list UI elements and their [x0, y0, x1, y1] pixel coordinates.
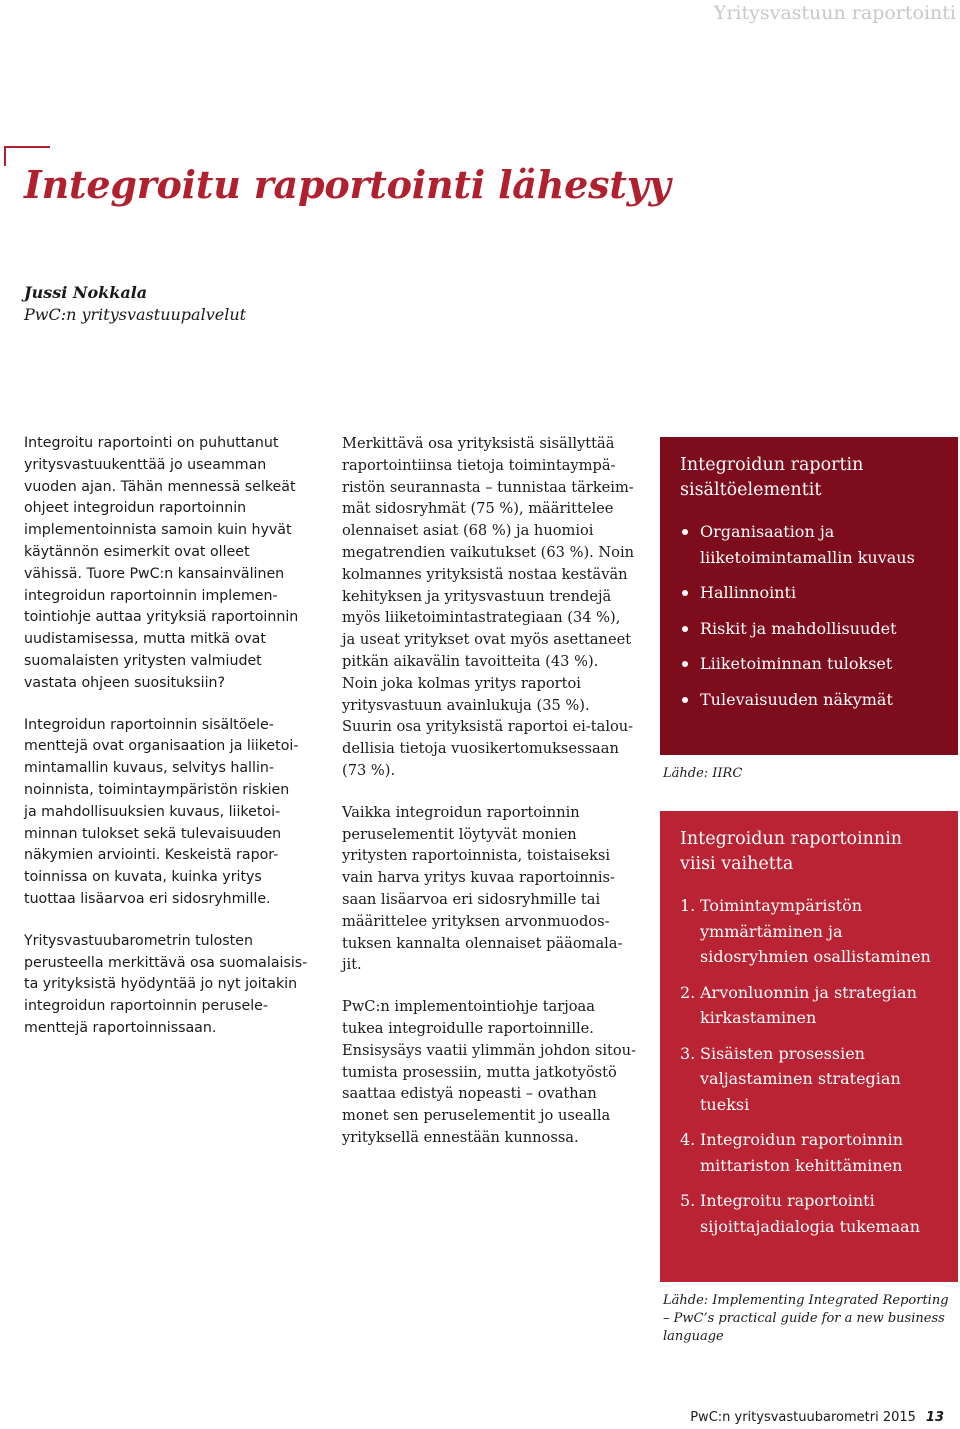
bullet-icon	[682, 697, 688, 703]
paragraph: Integroidun raportoinnin sisältöele- menttejä ovat organisaation ja liiketoi- mintamallin kuvaus, selvitys hallin- noinnista, toimintaympäristön riskien ja mahdollisuuksien kuvaus, liiketoi- minnan tulokset sekä tulevaisuuden näkymien arviointi. Keskeistä rapor- toinnissa on kuvata, kuinka yritys tuottaa lisäarvoa eri sidosryhmille.	[24, 716, 299, 907]
phases-list	[680, 893, 940, 1239]
paragraph: Vaikka integroidun raportoinnin peruselementit löytyvät monien yritysten raportoinnista, toistaiseksi vain harva yritys kuvaa raportoinnis- saan lisäarvoa eri sidosryhmille tai määrittelee yrityksen arvonmuodos- tuksen kannalta olennaiset pääomala- jit.	[342, 803, 623, 974]
paragraph: Yritysvastuubarometrin tulosten perusteella merkittävä osa suomalaisis- ta yrityksistä hyödyntää jo nyt joitakin integroidun raportoinnin perusele- menttejä raportoinnissaan.	[24, 932, 308, 1036]
author-org: PwC:n yritysvastuupalvelut	[24, 305, 247, 324]
bullet-icon	[682, 529, 688, 535]
section-header: Yritysvastuun raportointi	[713, 2, 956, 24]
paragraph: Integroitu raportointi on puhuttanut yritysvastuukenttää jo useamman vuoden ajan. Tähän mennessä selkeät ohjeet integroidun raportoinnin implementoinnista samoin kuin hyvät käytännön esimerkit ovat olleet vähissä. Tuore PwC:n kansainvälinen integroidun raportoinnin implemen- tointiohje auttaa yrityksiä raportoinnin uudistamisessa, mutta mitkä ovat suomalaisten yritysten valmiudet vastata ohjeen suosituksiin?	[24, 435, 299, 691]
elements-sidebar-box	[660, 437, 958, 755]
list-item: Organisaation ja liiketoimintamallin kuvaus	[680, 519, 940, 570]
list-item: 4. Integroidun raportoinnin mittariston kehittäminen	[680, 1130, 904, 1175]
list-item: 5. Integroitu raportointi sijoittajadialogia tukemaan	[680, 1191, 921, 1236]
author-name: Jussi Nokkala	[24, 283, 148, 302]
list-item: 3. Sisäisten prosessien valjastaminen strategian tueksi	[680, 1043, 901, 1114]
list-item: Riskit ja mahdollisuudet	[680, 616, 940, 642]
bullet-icon	[682, 661, 688, 667]
source-note: Lähde: IIRC	[663, 766, 743, 781]
list-item: 1. Toimintaympäristön ymmärtäminen ja sidosryhmien osallistaminen	[680, 896, 931, 966]
list-item: Hallinnointi	[680, 580, 940, 606]
bullet-icon	[682, 590, 688, 596]
list-item: Tulevaisuuden näkymät	[680, 687, 940, 713]
elements-list	[680, 519, 940, 712]
box-title: Integroidun raportin sisältöelementit	[680, 455, 864, 500]
bullet-icon	[682, 626, 688, 632]
source-note: Lähde: Implementing Integrated Reporting – PwC’s practical guide for a new business language	[663, 1293, 949, 1344]
list-item: 2. Arvonluonnin ja strategian kirkastaminen	[680, 982, 917, 1027]
publication-name: PwC:n yritysvastuubarometri 2015	[690, 1410, 916, 1425]
author-block	[24, 282, 246, 326]
box-title: Integroidun raportoinnin viisi vaihetta	[680, 829, 903, 874]
page-footer	[690, 1410, 944, 1425]
list-item: Liiketoiminnan tulokset	[680, 651, 940, 677]
phases-sidebar-box	[660, 811, 958, 1282]
paragraph: Merkittävä osa yrityksistä sisällyttää raportointiinsa tietoja toimintaympä- ristön seurannasta – tunnistaa tärkeim- mät sidosryhmät (75 %), määrittelee olennaiset asiat (68 %) ja huomioi megatrendien vaikutukset (63 %). Noin kolmannes yrityksistä nostaa kestävän kehityksen ja yritysvastuun trendejä myös liiketoimintastrategiaan (34 %), ja useat yritykset ovat myös asettaneet pitkän aikavälin tavoitteita (43 %). Noin joka kolmas yritys raportoi yritysvastuun avainlukuja (35 %). Suurin osa yrityksistä raportoi ei-talou- dellisia tietoja vuosikertomuksessaan (73 %).	[342, 435, 635, 779]
page-number: 13	[925, 1410, 944, 1425]
paragraph: PwC:n implementointiohje tarjoaa tukea integroidulle raportoinnille. Ensisysäys vaatii ylimmän johdon sitou- tumista prosessiin, mutta jatkotyöstö saattaa edistyä nopeasti – ovathan monet sen peruselementit jo usealla yrityksellä ennestään kunnossa.	[342, 998, 636, 1146]
text-column-2	[342, 433, 642, 1169]
text-column-1	[24, 433, 332, 1060]
article-title: Integroitu raportointi lähestyy	[24, 162, 671, 207]
